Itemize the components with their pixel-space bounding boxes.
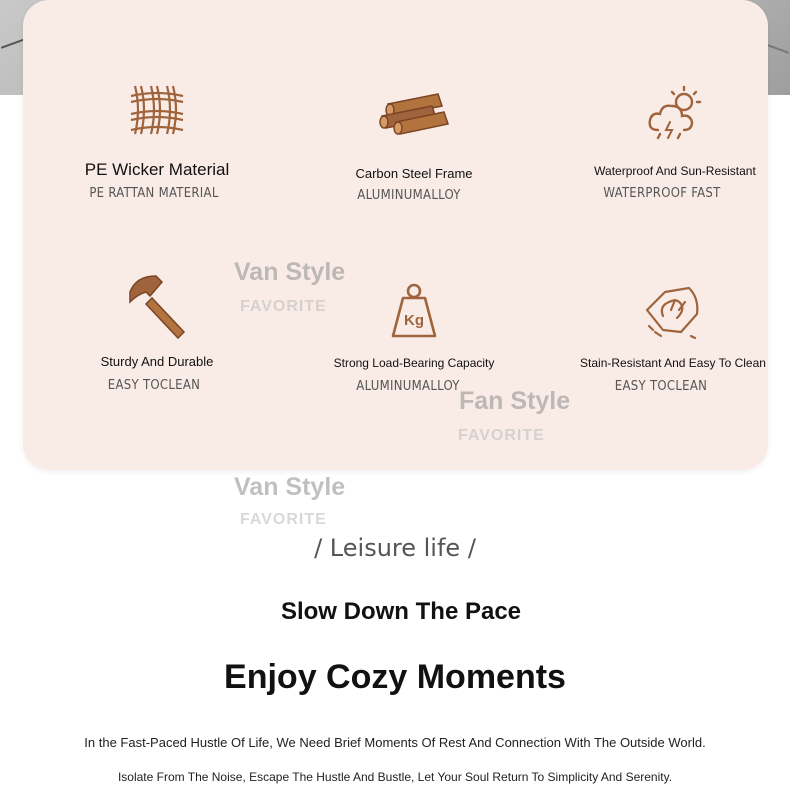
feature-title: Stain-Resistant And Easy To Clean (580, 356, 766, 370)
feature-sturdy (47, 272, 267, 393)
feature-subtitle: PE RATTAN MATERIAL (89, 186, 219, 201)
feature-subtitle: WATERPROOF FAST (603, 186, 721, 201)
watermark-text: Van Style (234, 473, 346, 501)
feature-title: Waterproof And Sun-Resistant (594, 164, 756, 178)
wicker-weave-icon (127, 80, 187, 140)
feature-subtitle: EASY TOCLEAN (107, 378, 201, 393)
hammer-icon (122, 272, 192, 340)
weight-kg-icon (389, 282, 439, 340)
feature-pe-wicker (47, 80, 267, 201)
feature-title: Carbon Steel Frame (355, 166, 473, 181)
feature-subtitle: EASY TOCLEAN (614, 379, 708, 394)
feature-subtitle: ALUMINUMALLOY (356, 379, 460, 394)
watermark-subtext: FAVORITE (240, 511, 327, 528)
watermark-text: Fan Style (459, 387, 571, 415)
feature-stain-resistant (563, 280, 783, 394)
section-subheading: Slow Down The Pace (280, 598, 522, 625)
svg-text:Kg: Kg (404, 312, 424, 329)
steel-pipes-icon (376, 88, 452, 140)
feature-load-bearing (304, 282, 524, 394)
watermark-text: Van Style (234, 258, 346, 286)
sun-cloud-rain-icon (644, 84, 706, 146)
watermark-subtext: FAVORITE (458, 427, 545, 444)
feature-waterproof (565, 84, 785, 201)
section-paragraph: Isolate From The Noise, Escape The Hustle And Bustle, Let Your Soul Return To Simplicity And Serenity. (117, 770, 673, 784)
section-heading: Enjoy Cozy Moments (224, 658, 566, 696)
hand-wipe-icon (641, 280, 705, 342)
section-paragraph: In the Fast-Paced Hustle Of Life, We Need Brief Moments Of Rest And Connection With The Outside World. (84, 735, 706, 750)
feature-title: PE Wicker Material (84, 160, 230, 179)
feature-title: Sturdy And Durable (100, 354, 214, 369)
feature-carbon-steel (304, 88, 524, 203)
watermark-subtext: FAVORITE (240, 298, 327, 315)
section-tagline: / Leisure life / (314, 534, 476, 562)
features-panel (23, 0, 768, 470)
feature-title: Strong Load-Bearing Capacity (333, 356, 495, 370)
feature-subtitle: ALUMINUMALLOY (357, 188, 461, 203)
